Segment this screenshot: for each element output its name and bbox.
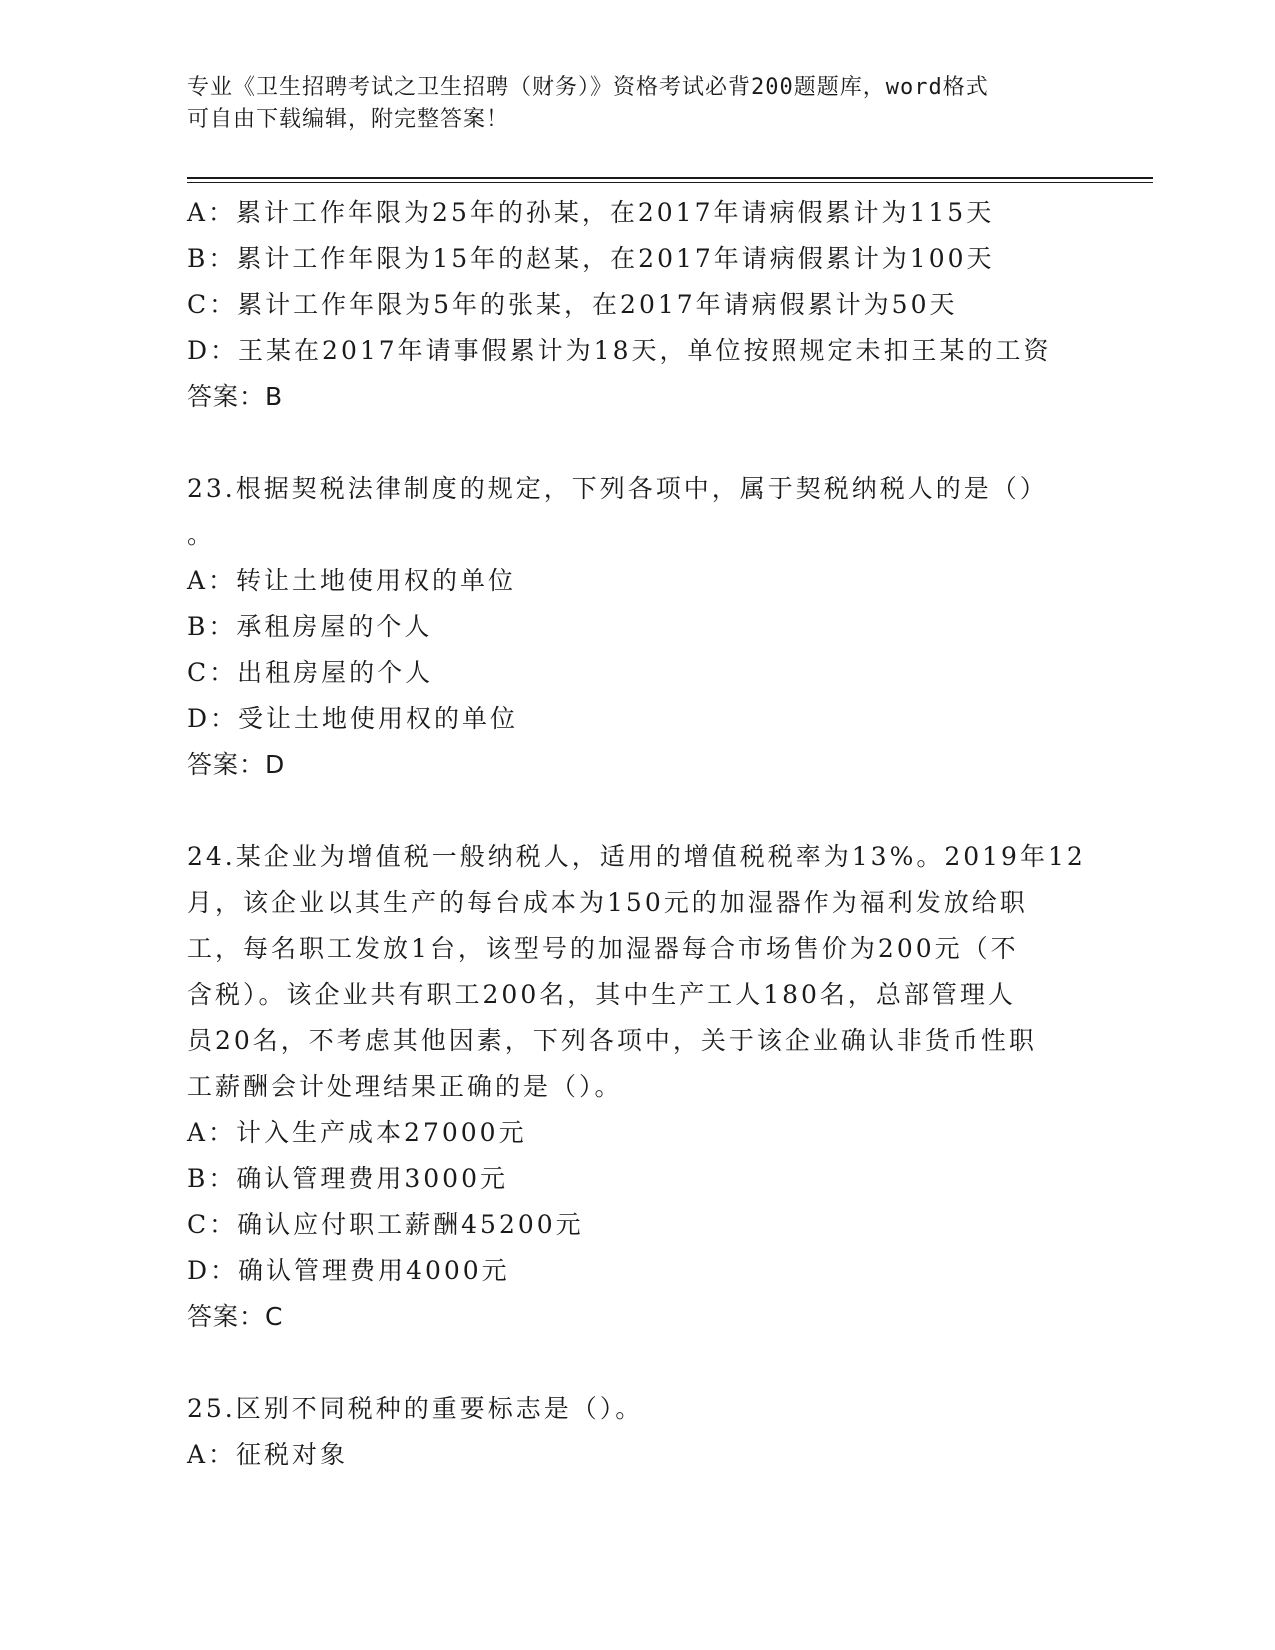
option-b: B：确认管理费用3000元 <box>187 1164 508 1193</box>
answer: 答案：D <box>187 750 286 779</box>
question-22 <box>187 190 1087 420</box>
stem-line: 工薪酬会计处理结果正确的是（）。 <box>187 1072 623 1101</box>
option-b: B：累计工作年限为15年的赵某，在2017年请病假累计为100天 <box>187 244 995 273</box>
header-line-1: 专业《卫生招聘考试之卫生招聘（财务）》资格考试必背200题题库，word格式 <box>187 75 989 100</box>
question-list <box>187 190 1087 1478</box>
header-divider-thick <box>187 177 1153 179</box>
stem-line: 工，每名职工发放1台，该型号的加湿器每合市场售价为200元（不 <box>187 934 1019 963</box>
answer: 答案：C <box>187 1302 284 1331</box>
spacer <box>187 788 1087 834</box>
option-b: B：承租房屋的个人 <box>187 612 433 641</box>
question-25 <box>187 1386 1087 1478</box>
header-divider-thin <box>187 182 1153 183</box>
option-d: D：受让土地使用权的单位 <box>187 704 519 733</box>
stem-line: 月，该企业以其生产的每台成本为150元的加湿器作为福利发放给职 <box>187 888 1028 917</box>
document-header <box>187 72 1067 136</box>
option-c: C：出租房屋的个人 <box>187 658 434 687</box>
stem-line: 25.区别不同税种的重要标志是（）。 <box>187 1394 644 1423</box>
option-c: C：累计工作年限为5年的张某，在2017年请病假累计为50天 <box>187 290 958 319</box>
stem-line: 23.根据契税法律制度的规定，下列各项中，属于契税纳税人的是（） <box>187 474 1048 503</box>
stem-line: 员20名，不考虑其他因素，下列各项中，关于该企业确认非货币性职 <box>187 1026 1037 1055</box>
answer: 答案：B <box>187 382 284 411</box>
option-a: A：累计工作年限为25年的孙某，在2017年请病假累计为115天 <box>187 198 995 227</box>
stem-line: 含税）。该企业共有职工200名，其中生产工人180名，总部管理人 <box>187 980 1016 1009</box>
option-a: A：转让土地使用权的单位 <box>187 566 517 595</box>
spacer <box>187 420 1087 466</box>
question-stem <box>187 466 1087 558</box>
option-c: C：确认应付职工薪酬45200元 <box>187 1210 584 1239</box>
option-d: D：王某在2017年请事假累计为18天，单位按照规定未扣王某的工资 <box>187 336 1052 365</box>
stem-line: 24.某企业为增值税一般纳税人，适用的增值税税率为13%。2019年12 <box>187 842 1086 871</box>
option-a: A：征税对象 <box>187 1440 349 1469</box>
question-stem <box>187 834 1087 1110</box>
stem-line: 。 <box>187 520 216 549</box>
option-d: D：确认管理费用4000元 <box>187 1256 510 1285</box>
question-23 <box>187 466 1087 788</box>
question-24 <box>187 834 1087 1340</box>
spacer <box>187 1340 1087 1386</box>
header-line-2: 可自由下载编辑，附完整答案！ <box>187 107 510 132</box>
question-stem <box>187 1386 1087 1432</box>
option-a: A：计入生产成本27000元 <box>187 1118 527 1147</box>
